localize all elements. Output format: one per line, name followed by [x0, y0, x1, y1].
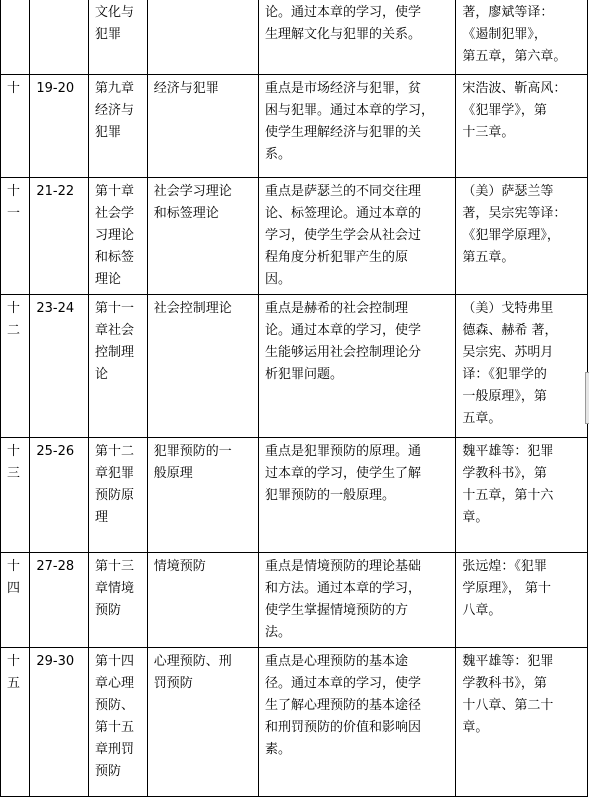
reference-cell: 张远煌：《犯罪 学原理》， 第十 八章。: [456, 553, 588, 648]
class-hours-cell: 19-20: [30, 75, 89, 178]
chapter-cell: 文化与 犯罪: [89, 0, 148, 75]
class-hours-cell: 27-28: [30, 553, 89, 648]
reference-cell: 魏平雄等：犯罪 学教科书》，第 十五章，第十六 章。: [456, 438, 588, 553]
week-number-cell: 十 二: [1, 295, 30, 438]
table-row: [1, 0, 588, 75]
class-hours-cell: 25-26: [30, 438, 89, 553]
table-row: [1, 438, 588, 553]
week-number-cell: 十 五: [1, 648, 30, 797]
table-row: [1, 75, 588, 178]
chapter-cell: 第十四 章心理 预防、 第十五 章刑罚 预防: [89, 648, 148, 797]
week-number-cell: 十 四: [1, 553, 30, 648]
topic-cell: 社会控制理论: [147, 295, 258, 438]
table-row: [1, 648, 588, 797]
week-number-cell: [1, 0, 30, 75]
scrollbar-edge[interactable]: [585, 372, 589, 424]
class-hours-cell: 21-22: [30, 178, 89, 295]
topic-cell: 犯罪预防的一 般原理: [147, 438, 258, 553]
description-cell: 重点是萨瑟兰的不同交往理 论、标签理论。通过本章的 学习，使学生学会从社会过 程角度分析犯罪产生的原 因。: [259, 178, 456, 295]
class-hours-cell: [30, 0, 89, 75]
description-cell: 重点是犯罪预防的原理。通 过本章的学习，使学生了解 犯罪预防的一般原理。: [259, 438, 456, 553]
chapter-cell: 第十章 社会学 习理论 和标签 理论: [89, 178, 148, 295]
table-row: [1, 295, 588, 438]
description-cell: 重点是心理预防的基本途 径。通过本章的学习，使学 生了解心理预防的基本途径 和刑罚预防的价值和影响因 素。: [259, 648, 456, 797]
topic-cell: 心理预防、刑 罚预防: [147, 648, 258, 797]
description-cell: 重点是市场经济与犯罪，贫 困与犯罪。通过本章的学习， 使学生理解经济与犯罪的关 系。: [259, 75, 456, 178]
topic-cell: 经济与犯罪: [147, 75, 258, 178]
class-hours-cell: 23-24: [30, 295, 89, 438]
class-hours-cell: 29-30: [30, 648, 89, 797]
week-number-cell: 十: [1, 75, 30, 178]
table-row: [1, 178, 588, 295]
syllabus-table-body: [1, 0, 588, 797]
table-row: [1, 553, 588, 648]
description-cell: 论。通过本章的学习，使学 生理解文化与犯罪的关系。: [259, 0, 456, 75]
chapter-cell: 第十二 章犯罪 预防原 理: [89, 438, 148, 553]
reference-cell: 著，廖斌等译： 《遏制犯罪》， 第五章，第六章。: [456, 0, 588, 75]
chapter-cell: 第九章 经济与 犯罪: [89, 75, 148, 178]
topic-cell: 社会学习理论 和标签理论: [147, 178, 258, 295]
topic-cell: 情境预防: [147, 553, 258, 648]
reference-cell: 魏平雄等：犯罪 学教科书》，第 十八章、第二十 章。: [456, 648, 588, 797]
week-number-cell: 十 三: [1, 438, 30, 553]
description-cell: 重点是赫希的社会控制理 论。通过本章的学习，使学 生能够运用社会控制理论分 析犯罪问题。: [259, 295, 456, 438]
chapter-cell: 第十一 章社会 控制理 论: [89, 295, 148, 438]
topic-cell: [147, 0, 258, 75]
reference-cell: （美）萨瑟兰等 著，吴宗宪等译： 《犯罪学原理》， 第五章。: [456, 178, 588, 295]
reference-cell: 宋浩波、靳高风： 《犯罪学》，第 十三章。: [456, 75, 588, 178]
chapter-cell: 第十三 章情境 预防: [89, 553, 148, 648]
week-number-cell: 十 一: [1, 178, 30, 295]
reference-cell: （美）戈特弗里 德森、赫希 著， 吴宗宪、苏明月 译：《犯罪学的 一般原理》，第 五章。: [456, 295, 588, 438]
description-cell: 重点是情境预防的理论基础 和方法。通过本章的学习， 使学生掌握情境预防的方 法。: [259, 553, 456, 648]
